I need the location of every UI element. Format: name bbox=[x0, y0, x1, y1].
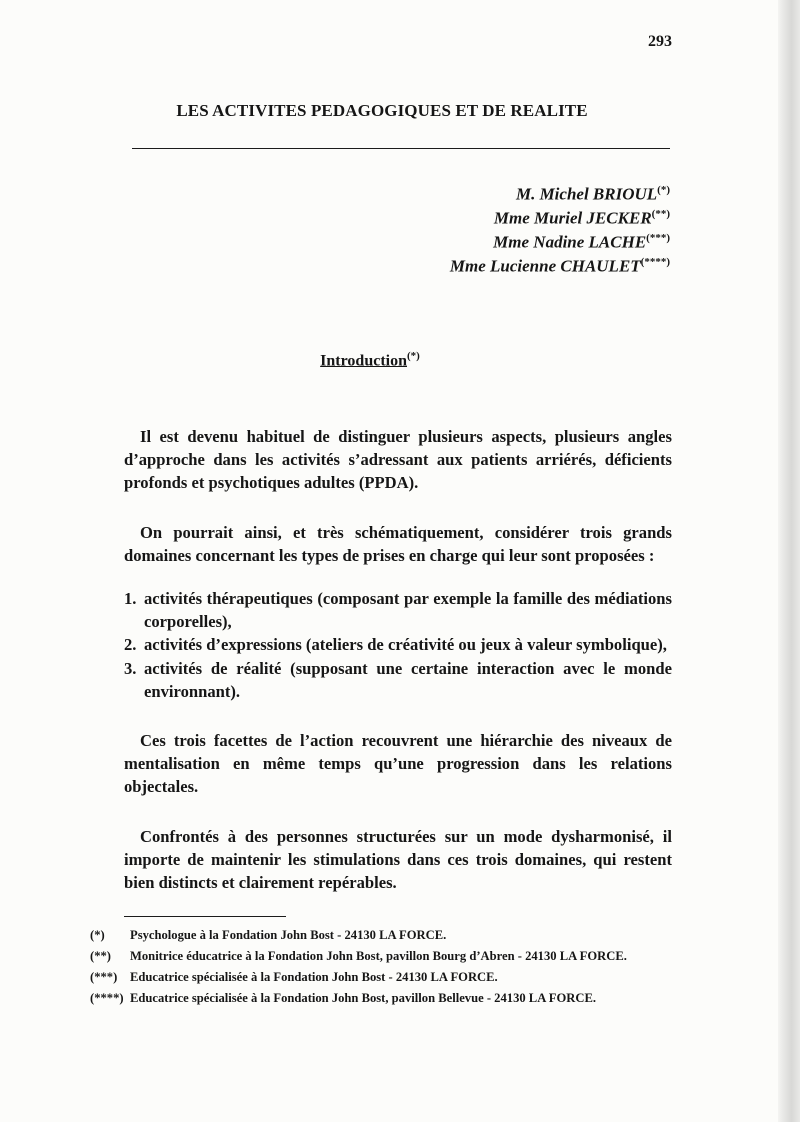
author-name: Mme Nadine LACHE bbox=[493, 232, 647, 252]
list-item-text: activités d’expressions (ateliers de créativité ou jeux à valeur symbolique), bbox=[144, 635, 667, 655]
author-name: Mme Lucienne CHAULET bbox=[449, 256, 641, 276]
paragraph: Confrontés à des personnes structurées sur un mode dysharmonisé, il importe de maintenir les stimulations dans ces trois domaines, qui restent bien distincts et clairement repérables. bbox=[124, 826, 672, 893]
footnote bbox=[90, 970, 672, 985]
body-text bbox=[124, 425, 672, 894]
footnote-marker: (*) bbox=[90, 928, 105, 942]
footnote-divider bbox=[124, 916, 286, 917]
footnote-marker: (**) bbox=[90, 949, 111, 963]
author-footnote-mark: (**) bbox=[651, 208, 670, 220]
author-name: Mme Muriel JECKER bbox=[493, 208, 652, 228]
footnote-text: Monitrice éducatrice à la Fondation John Bost, pavillon Bourg d’Abren - 24130 LA FORCE. bbox=[130, 949, 627, 963]
footnote-text: Psychologue à la Fondation John Bost - 24130 LA FORCE. bbox=[130, 928, 447, 942]
list-item bbox=[124, 633, 672, 656]
author-list bbox=[300, 178, 670, 274]
paragraph: Il est devenu habituel de distinguer plusieurs aspects, plusieurs angles d’approche dans les activités s’adressant aux patients arriérés, déficients profonds et psychotiques adultes (PPDA). bbox=[124, 427, 672, 493]
numbered-list bbox=[124, 587, 672, 703]
footnote-text: Educatrice spécialisée à la Fondation John Bost - 24130 LA FORCE. bbox=[130, 970, 498, 984]
list-item bbox=[124, 587, 672, 633]
section-heading-text: Introduction bbox=[320, 352, 407, 370]
footnote bbox=[90, 991, 672, 1006]
footnote-text: Educatrice spécialisée à la Fondation John Bost, pavillon Bellevue - 24130 LA FORCE. bbox=[130, 991, 596, 1005]
author-line bbox=[300, 226, 670, 250]
author-name: M. Michel BRIOUL bbox=[515, 184, 658, 204]
author-line bbox=[300, 202, 670, 226]
list-item-text: activités de réalité (supposant une certaine interaction avec le monde environnant). bbox=[144, 658, 672, 701]
list-number: 3. bbox=[124, 658, 137, 678]
list-number: 1. bbox=[124, 589, 137, 609]
author-footnote-mark: (****) bbox=[640, 256, 670, 268]
author-footnote-mark: (*) bbox=[657, 184, 670, 196]
footnotes bbox=[90, 928, 672, 1012]
section-heading bbox=[200, 350, 540, 370]
list-item bbox=[124, 657, 672, 703]
footnote bbox=[90, 928, 672, 943]
paragraph: On pourrait ainsi, et très schématiquement, considérer trois grands domaines concernant les types de prises en charge qui leur sont proposées : bbox=[124, 522, 672, 565]
author-footnote-mark: (***) bbox=[646, 232, 670, 244]
footnote bbox=[90, 949, 672, 964]
article-title: LES ACTIVITES PEDAGOGIQUES ET DE REALITE bbox=[176, 101, 588, 120]
author-line bbox=[300, 178, 670, 202]
list-item-text: activités thérapeutiques (composant par exemple la famille des médiations corporelles), bbox=[144, 589, 672, 632]
footnote-marker: (***) bbox=[90, 970, 118, 984]
list-number: 2. bbox=[124, 635, 137, 655]
page-number: 293 bbox=[648, 33, 672, 50]
author-line bbox=[300, 250, 670, 274]
section-footnote-mark: (*) bbox=[407, 350, 420, 362]
paragraph: Ces trois facettes de l’action recouvrent une hiérarchie des niveaux de mentalisation en même temps qu’une progression dans les relations objectales. bbox=[124, 731, 672, 797]
page-edge bbox=[778, 0, 800, 1122]
footnote-marker: (****) bbox=[90, 991, 124, 1005]
title-divider bbox=[132, 148, 670, 149]
